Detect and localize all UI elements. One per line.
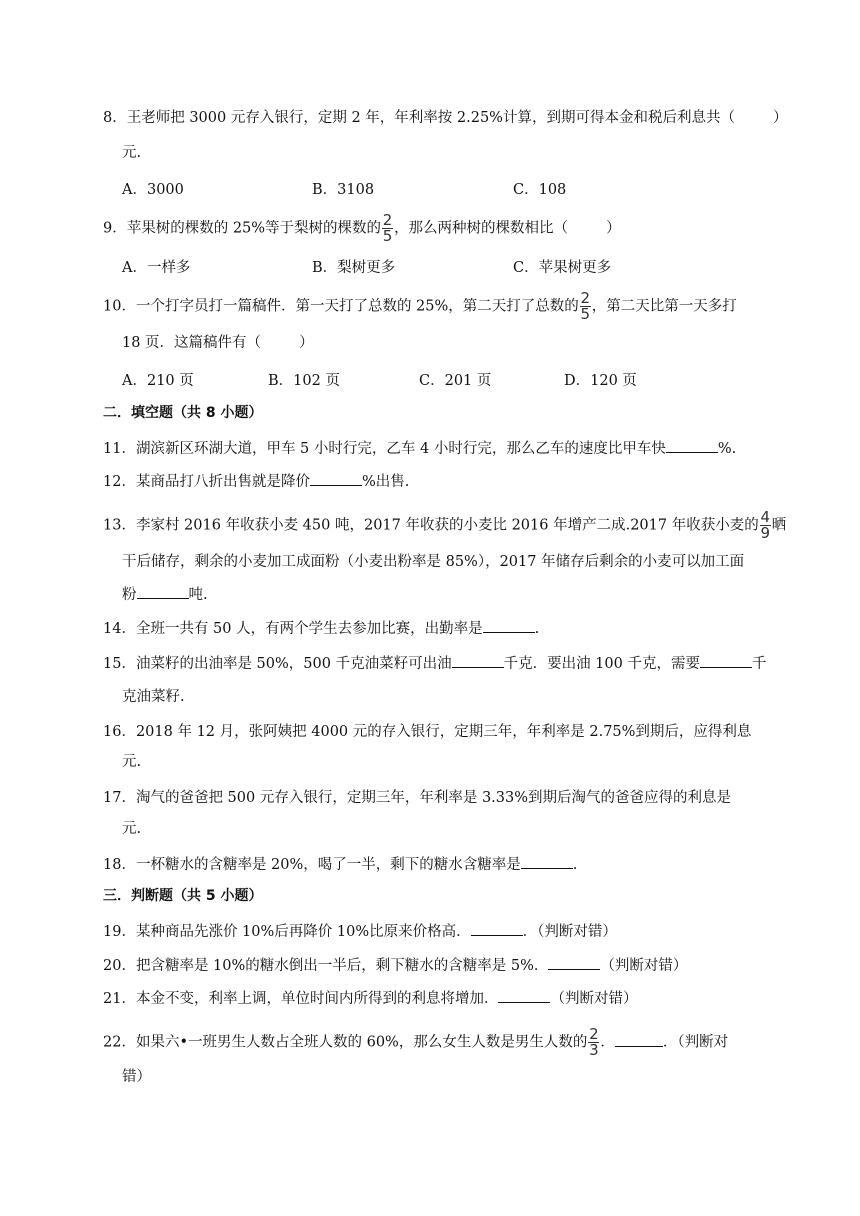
answer-blank[interactable] [700, 653, 752, 668]
answer-blank[interactable] [548, 955, 600, 970]
q8-option-c: C．108 [513, 182, 567, 198]
question-13-cont2: 粉 吨. [122, 584, 208, 605]
question-13-cont: 干后储存，剩余的小麦加工成面粉（小麦出粉率是 85%），2017 年储存后剩余的小麦可以加工面 [122, 554, 745, 570]
section-heading-fill-in: 二．填空题（共 8 小题） [103, 405, 263, 421]
question-10-cont: 18 页．这篇稿件有（ ） [122, 335, 314, 351]
question-9: 9．苹果树的棵数的 25%等于梨树的棵数的 $\frac{2}{5}$ ，那么两种树的棵数相比（ ） [103, 211, 621, 245]
question-11: 11．湖滨新区环湖大道，甲车 5 小时行完，乙车 4 小时行完，那么乙车的速度比甲车快 %. [103, 438, 736, 459]
fraction-4-9: $\frac{4}{9}$ [760, 508, 770, 542]
question-8-cont: 元. [122, 145, 142, 161]
q9-option-b: B．梨树更多 [312, 260, 396, 276]
question-22: 22．如果六•一班男生人数占全班人数的 60%，那么女生人数是男生人数的 $\frac{2}{3}$ ． ．（判断对 [103, 1025, 729, 1059]
question-14: 14．全班一共有 50 人，有两个学生去参加比赛，出勤率是 . [103, 618, 539, 639]
question-15-cont: 克油菜籽. [122, 689, 185, 705]
question-15: 15．油菜籽的出油率是 50%，500 千克油菜籽可出油 千克．要出油 100 千克，需要 千 [103, 653, 766, 674]
question-20: 20．把含糖率是 10%的糖水倒出一半后，剩下糖水的含糖率是 5%． （判断对错） [103, 955, 687, 976]
answer-blank[interactable] [615, 1032, 663, 1047]
question-12: 12．某商品打八折出售就是降价 %出售. [103, 471, 409, 492]
fraction-2-3: $\frac{2}{3}$ [589, 1025, 599, 1059]
answer-blank[interactable] [666, 438, 718, 453]
question-16-cont: 元. [122, 754, 142, 770]
answer-blank[interactable] [452, 653, 504, 668]
q10-option-c: C．201 页 [419, 373, 492, 389]
answer-blank[interactable] [521, 854, 573, 869]
answer-blank[interactable] [471, 921, 523, 936]
q8-option-b: B．3108 [312, 182, 375, 198]
question-13: 13．李家村 2016 年收获小麦 450 吨，2017 年收获的小麦比 2016 年增产二成.2017 年收获小麦的 $\frac{4}{9}$ 晒 [103, 508, 787, 542]
q10-option-d: D．120 页 [564, 373, 637, 389]
fraction-2-5: $\frac{2}{5}$ [382, 211, 393, 245]
q10-option-a: A．210 页 [122, 373, 194, 389]
q8-option-a: A．3000 [122, 182, 184, 198]
question-21: 21．本金不变，利率上调，单位时间内所得到的利息将增加． （判断对错） [103, 988, 637, 1009]
question-19: 19．某种商品先涨价 10%后再降价 10%比原来价格高． ．（判断对错） [103, 921, 617, 942]
answer-blank[interactable] [137, 584, 189, 599]
question-17: 17．淘气的爸爸把 500 元存入银行，定期三年，年利率是 3.33%到期后淘气的爸爸应得的利息是 [103, 790, 732, 806]
question-10: 10．一个打字员打一篇稿件．第一天打了总数的 25%，第二天打了总数的 $\frac{2}{5}$ ，第二天比第一天多打 [103, 289, 737, 323]
fraction-2-5: $\frac{2}{5}$ [580, 289, 591, 323]
answer-blank[interactable] [483, 618, 535, 633]
q9-option-a: A．一样多 [122, 260, 191, 276]
answer-blank[interactable] [498, 988, 550, 1003]
q9-option-c: C．苹果树更多 [513, 260, 612, 276]
section-heading-true-false: 三．判断题（共 5 小题） [103, 888, 263, 904]
question-16: 16．2018 年 12 月，张阿姨把 4000 元的存入银行，定期三年，年利率是 2.75%到期后，应得利息 [103, 724, 752, 740]
question-18: 18．一杯糖水的含糖率是 20%，喝了一半，剩下的糖水含糖率是 . [103, 854, 577, 875]
q10-option-b: B．102 页 [268, 373, 340, 389]
answer-blank[interactable] [310, 471, 362, 486]
question-22-cont: 错） [122, 1069, 151, 1085]
question-8: 8．王老师把 3000 元存入银行，定期 2 年，年利率按 2.25%计算，到期可得本金和税后利息共（ ） [103, 110, 788, 126]
question-17-cont: 元. [122, 821, 142, 837]
